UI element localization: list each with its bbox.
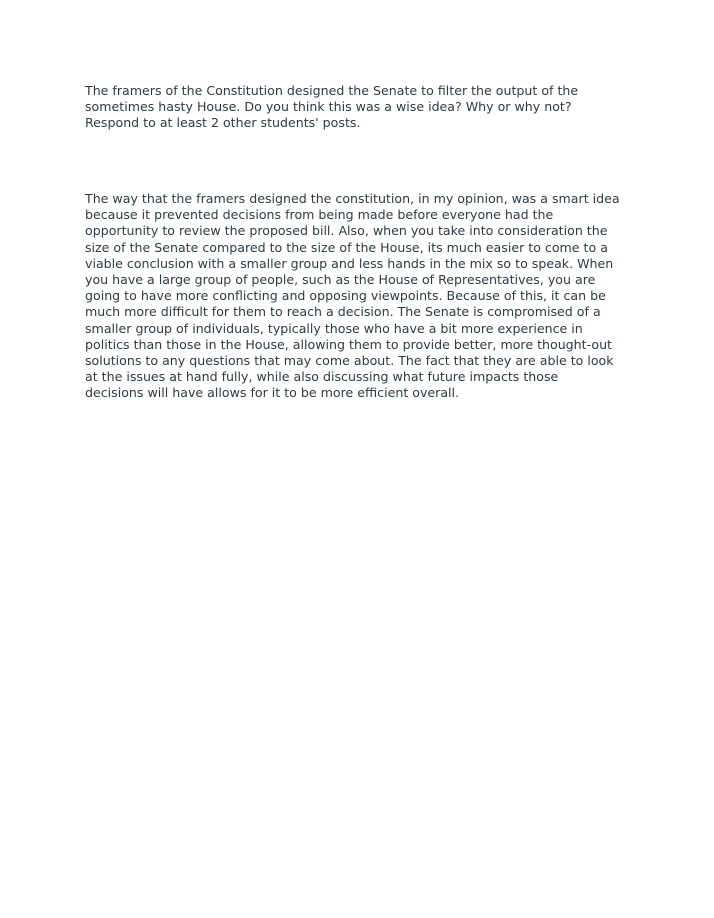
discussion-response: The way that the framers designed the constitution, in my opinion, was a smart idea because it prevented decisions from being made before everyone had the opportunity to review the proposed bill. Also, when you take into consideration the size of the Senate compared to the size of the House, its much easier to come to a viable conclusion with a smaller group and less hands in the mix so to speak. When you have a large group of people, such as the House of Representatives, you are going to have more conflicting and opposing viewpoints. Because of this, it can be much more difficult for them to reach a decision. The Senate is compromised of a smaller group of individuals, typically those who have a bit more experience in politics than those in the House, allowing them to provide better, more thought-out solutions to any questions that may come about. The fact that they are able to look at the issues at hand fully, while also discussing what future impacts those decisions will have allows for it to be more efficient overall. [85,191,620,401]
discussion-prompt: The framers of the Constitution designed the Senate to filter the output of the sometimes hasty House. Do you think this was a wise idea? Why or why not? Respond to at least 2 other students' posts. [85,83,579,131]
